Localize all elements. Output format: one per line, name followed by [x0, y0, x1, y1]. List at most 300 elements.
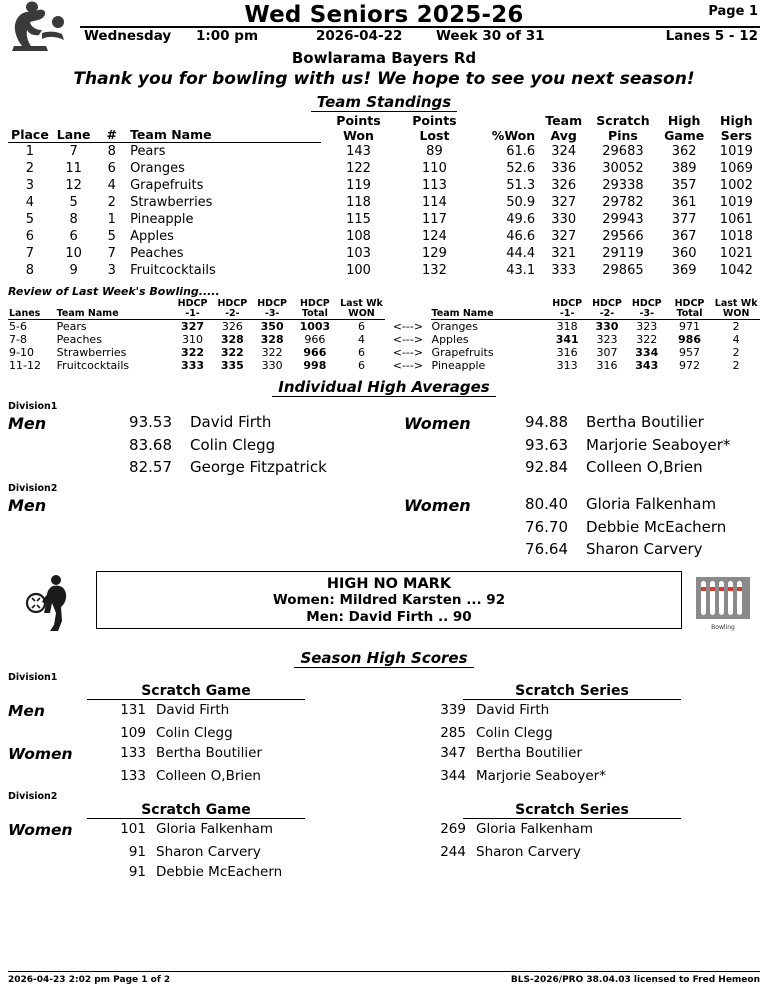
review-team-name: Fruitcocktails — [56, 359, 130, 373]
review-col-hdcp1-b2: -1- — [547, 309, 587, 319]
standings-pct-won: 43.1 — [506, 263, 536, 279]
bowler-name: David Firth — [156, 701, 230, 718]
standings-high-game: 357 — [671, 178, 697, 194]
table-row — [8, 211, 760, 228]
scratch-series-score: 285 — [440, 724, 466, 741]
season-high-row — [8, 819, 760, 842]
season-high-row — [8, 700, 760, 723]
standings-team-avg: 330 — [551, 212, 577, 228]
standings-place: 3 — [25, 178, 35, 194]
standings-high-game: 362 — [671, 144, 697, 159]
standings-team-avg: 324 — [551, 144, 577, 159]
standings-scratch-pins: 30052 — [602, 161, 644, 177]
standings-points-lost: 132 — [422, 263, 447, 279]
review-last-week-won: 6 — [357, 359, 365, 373]
standings-high-sers: 1019 — [719, 144, 753, 159]
review-col-lastwk-a2: WON — [338, 309, 386, 319]
review-hdcp-1: 322 — [181, 346, 205, 360]
review-col-team-a: Team Name — [56, 309, 173, 319]
bowler-name: Gloria Falkenham — [476, 820, 594, 837]
standings-points-lost: 117 — [422, 212, 447, 228]
standings-lane: 12 — [65, 178, 82, 194]
standings-points-won: 103 — [346, 246, 371, 262]
gender-label: Women — [8, 745, 73, 764]
lanes-label: Lanes 5 - 12 — [665, 28, 758, 44]
standings-pct-won: 61.6 — [506, 144, 536, 159]
high-no-mark-women: Women: Mildred Karsten ... 92 — [272, 591, 506, 608]
review-col-lastwk-a: Last Wk — [340, 298, 383, 310]
review-col-hdcp2-a: HDCP — [217, 298, 248, 310]
col-points-lost-1: Points — [412, 113, 457, 128]
review-heading: Review of Last Week's Bowling..... — [8, 285, 220, 299]
men-label: Men — [8, 495, 47, 515]
standings-place: 7 — [25, 246, 35, 262]
review-opp-hdcp-1: 318 — [556, 320, 578, 334]
men-label: Men — [8, 414, 47, 434]
standings-high-sers: 1061 — [719, 212, 753, 228]
standings-high-sers: 1018 — [719, 229, 753, 245]
standings-high-game: 369 — [671, 263, 697, 279]
standings-lane: 7 — [69, 144, 78, 160]
standings-high-game: 367 — [671, 229, 697, 245]
standings-pct-won: 51.3 — [506, 178, 536, 194]
season-division1-label: Division1 — [8, 671, 58, 683]
review-last-week-won: 6 — [357, 320, 365, 334]
review-hdcp-total: 998 — [303, 359, 327, 373]
women-label: Women — [404, 495, 471, 515]
review-opp-hdcp-2: 316 — [596, 359, 618, 373]
standings-high-sers: 1042 — [719, 263, 753, 279]
review-opp-hdcp-total: 986 — [678, 333, 701, 347]
averages-division2-block — [8, 494, 760, 561]
standings-team-avg: 336 — [551, 161, 577, 177]
standings-team-avg: 333 — [551, 263, 577, 279]
bowler-name: Colin Clegg — [476, 724, 553, 741]
review-hdcp-3: 328 — [260, 333, 284, 347]
standings-points-lost: 113 — [422, 178, 447, 194]
standings-body — [8, 143, 760, 280]
col-team-avg-2: Avg — [550, 127, 577, 143]
review-opp-last-week-won: 2 — [732, 346, 740, 360]
col-high-game-2: Game — [664, 127, 705, 143]
team-standings-table — [8, 114, 760, 279]
table-row — [8, 177, 760, 194]
review-hdcp-2: 328 — [220, 333, 244, 347]
div1-scratch-series-label: Scratch Series — [463, 683, 681, 700]
table-row — [8, 228, 760, 245]
men-label — [8, 435, 94, 457]
high-averages-title — [8, 378, 760, 397]
scratch-game-score: 133 — [120, 768, 146, 785]
average-row — [8, 539, 760, 561]
gender-label — [8, 842, 94, 862]
season-division2-label: Division2 — [8, 790, 58, 802]
season-high-row — [8, 862, 760, 882]
average-row — [8, 494, 760, 517]
review-last-week-won: 6 — [357, 346, 365, 360]
footer-right: BLS-2026/PRO 38.04.03 licensed to Fred Hemeon — [510, 975, 760, 985]
standings-pct-won: 49.6 — [506, 212, 536, 228]
bowler-name: Bertha Boutilier — [586, 413, 704, 432]
standings-scratch-pins: 29566 — [602, 229, 644, 245]
average-score: 93.53 — [129, 413, 172, 432]
bowler-name: Gloria Falkenham — [586, 494, 717, 513]
season-high-row — [8, 842, 760, 862]
review-col-hdcp3-b: HDCP — [631, 298, 662, 310]
review-col-hdcp2-b2: -2- — [587, 309, 627, 319]
spacer — [384, 700, 414, 723]
review-col-hdcp1-a2: -1- — [173, 309, 213, 319]
report-footer — [8, 971, 760, 985]
season-high-row — [8, 766, 760, 786]
review-lanes: 5-6 — [9, 320, 27, 334]
col-points-won-1: Points — [336, 113, 381, 128]
review-opponent-name: Oranges — [431, 320, 478, 334]
review-hdcp-2: 335 — [220, 359, 244, 373]
average-row — [8, 435, 760, 457]
week-label: Week 30 of 31 — [436, 28, 545, 44]
standings-team-number: 4 — [107, 178, 116, 194]
standings-scratch-pins: 29683 — [602, 144, 644, 159]
men-label — [8, 457, 94, 479]
review-opp-last-week-won: 2 — [732, 320, 740, 334]
table-row — [8, 359, 760, 372]
standings-team-name: Strawberries — [130, 195, 213, 211]
standings-team-avg: 327 — [551, 229, 577, 245]
standings-team-number: 2 — [107, 195, 116, 211]
gender-label: Men — [8, 701, 45, 720]
bowler-name: Bertha Boutilier — [156, 745, 263, 762]
standings-lane: 6 — [69, 229, 78, 245]
women-label — [404, 539, 490, 561]
average-score: 76.64 — [525, 539, 568, 558]
high-averages-title-text: Individual High Averages — [272, 378, 495, 397]
review-opp-hdcp-total: 971 — [679, 320, 700, 334]
standings-place: 8 — [25, 263, 35, 279]
standings-pct-won: 50.9 — [506, 195, 536, 211]
bowler-name: Colin Clegg — [190, 436, 276, 455]
review-opp-hdcp-1: 341 — [555, 333, 579, 347]
season-high-title — [8, 649, 760, 668]
bowler-name: Marjorie Seaboyer* — [476, 768, 606, 785]
standings-scratch-pins: 29865 — [602, 263, 644, 279]
scratch-series-score: 244 — [440, 843, 466, 860]
women-label — [404, 457, 490, 479]
standings-team-number: 5 — [107, 229, 116, 245]
div1-scratch-game-label: Scratch Game — [87, 683, 305, 700]
standings-team-number: 1 — [107, 212, 116, 228]
review-hdcp-total: 966 — [303, 346, 327, 360]
review-opp-last-week-won: 2 — [732, 359, 740, 373]
scratch-series-score — [414, 862, 476, 882]
standings-points-lost: 124 — [422, 229, 447, 245]
review-col-lastwk-b2: WON — [712, 309, 760, 319]
bowler-name: Marjorie Seaboyer* — [586, 436, 731, 455]
review-lanes: 9-10 — [9, 346, 34, 360]
standings-pct-won: 52.6 — [506, 161, 536, 177]
review-opp-hdcp-3: 334 — [635, 346, 659, 360]
standings-header-line1 — [8, 114, 760, 128]
scratch-series-score: 339 — [440, 701, 466, 718]
standings-team-name: Grapefruits — [130, 178, 204, 194]
standings-team-number: 6 — [107, 161, 116, 177]
scratch-game-score: 101 — [120, 820, 146, 837]
season-div1-column-titles — [8, 683, 760, 700]
review-opponent-name: Grapefruits — [431, 346, 494, 360]
gender-label — [8, 723, 94, 743]
review-opp-hdcp-total: 957 — [679, 346, 700, 360]
review-hdcp-total: 966 — [304, 333, 326, 347]
review-team-name: Strawberries — [56, 346, 127, 360]
gender-label — [8, 862, 94, 882]
standings-team-number: 3 — [107, 263, 116, 279]
page-number-label: Page 1 — [708, 4, 758, 19]
review-opp-hdcp-1: 316 — [556, 346, 578, 360]
standings-points-won: 108 — [346, 229, 371, 245]
standings-team-name: Peaches — [130, 246, 184, 262]
bowler-name: Sharon Carvery — [586, 539, 703, 558]
gender-label: Women — [8, 820, 73, 839]
col-team-name: Team Name — [128, 128, 320, 143]
bowler-name: Sharon Carvery — [476, 843, 581, 860]
div2-scratch-series-label: Scratch Series — [463, 802, 681, 819]
bowler-name: George Fitzpatrick — [190, 458, 327, 477]
average-row — [8, 517, 760, 539]
league-day: Wednesday — [84, 28, 172, 44]
col-points-lost-2: Lost — [419, 127, 450, 143]
standings-high-game: 360 — [671, 246, 697, 262]
average-score: 83.68 — [129, 436, 172, 455]
standings-high-sers: 1019 — [719, 195, 753, 211]
review-team-name: Pears — [56, 320, 87, 334]
standings-points-won: 119 — [346, 178, 371, 194]
col-scratch-pins-1: Scratch — [596, 113, 650, 128]
review-versus-arrow: <---> — [392, 346, 424, 360]
review-opp-hdcp-3: 323 — [636, 320, 658, 334]
review-col-total-a2: Total — [292, 309, 338, 319]
season-div2-column-titles — [8, 802, 760, 819]
standings-team-name: Pears — [130, 144, 166, 160]
review-opponent-name: Pineapple — [431, 359, 486, 373]
review-versus-arrow: <---> — [392, 359, 424, 373]
bowler-name: Bertha Boutilier — [476, 745, 583, 762]
col-lane: Lane — [52, 128, 96, 143]
review-hdcp-2: 326 — [221, 320, 243, 334]
table-row — [8, 245, 760, 262]
standings-high-game: 361 — [671, 195, 697, 211]
review-hdcp-total: 1003 — [299, 320, 331, 334]
average-score: 76.70 — [525, 518, 568, 537]
table-row — [8, 320, 760, 334]
standings-scratch-pins: 29119 — [602, 246, 644, 262]
spacer — [384, 819, 414, 842]
scratch-series-score: 344 — [440, 768, 466, 785]
review-opp-hdcp-1: 313 — [556, 359, 578, 373]
review-opp-hdcp-3: 322 — [636, 333, 658, 347]
standings-lane: 10 — [65, 246, 82, 262]
review-col-hdcp1-a: HDCP — [177, 298, 208, 310]
review-opp-hdcp-total: 972 — [679, 359, 700, 373]
review-col-total-b: HDCP — [674, 298, 705, 310]
table-row — [8, 262, 760, 279]
review-col-hdcp3-a: HDCP — [257, 298, 288, 310]
average-score: 82.57 — [129, 458, 172, 477]
standings-scratch-pins: 29338 — [602, 178, 644, 194]
thank-you-message: Thank you for bowling with us! We hope to see you next season! — [73, 69, 695, 89]
league-time: 1:00 pm — [196, 28, 259, 44]
standings-high-sers: 1021 — [719, 246, 753, 262]
standings-team-avg: 327 — [551, 195, 577, 211]
standings-lane: 8 — [69, 212, 78, 228]
standings-high-game: 389 — [671, 161, 697, 177]
review-col-lanes: Lanes — [8, 309, 56, 319]
review-col-hdcp3-a2: -3- — [252, 309, 292, 319]
col-scratch-pins-2: Pins — [608, 127, 638, 143]
team-standings-title-text: Team Standings — [311, 93, 457, 112]
standings-points-lost: 89 — [426, 144, 443, 159]
review-col-hdcp1-b: HDCP — [552, 298, 583, 310]
review-last-week-won: 4 — [357, 333, 365, 347]
review-body — [8, 320, 760, 373]
standings-place: 5 — [25, 212, 35, 228]
review-table — [8, 299, 760, 372]
standings-team-number: 8 — [107, 144, 116, 160]
standings-high-game: 377 — [671, 212, 697, 228]
standings-points-won: 143 — [346, 144, 371, 159]
review-versus-arrow: <---> — [392, 319, 424, 333]
spacer — [384, 862, 414, 882]
averages-division1-label: Division1 — [8, 401, 58, 413]
standings-place: 2 — [25, 161, 35, 177]
women-label: Women — [404, 414, 471, 434]
season-high-title-text: Season High Scores — [294, 649, 473, 668]
team-standings-title — [8, 93, 760, 112]
col-high-game-1: High — [667, 113, 701, 128]
average-score: 94.88 — [525, 413, 568, 432]
average-score — [94, 494, 190, 517]
standings-points-lost: 129 — [422, 246, 447, 262]
table-row — [8, 333, 760, 346]
bowler-name: Gloria Falkenham — [156, 820, 274, 837]
scratch-game-score: 91 — [128, 864, 146, 881]
col-high-sers-1: High — [720, 113, 753, 128]
scratch-game-score: 109 — [120, 724, 146, 741]
standings-team-name: Pineapple — [130, 212, 194, 228]
standings-team-number: 7 — [107, 246, 116, 262]
col-points-won-2: Won — [343, 127, 374, 143]
average-score: 92.84 — [525, 458, 568, 477]
women-label — [404, 517, 490, 539]
table-row — [8, 143, 760, 161]
review-col-total-a: HDCP — [299, 298, 330, 310]
standings-lane: 11 — [65, 161, 82, 177]
review-col-team-b: Team Name — [431, 309, 548, 319]
bowler-name: Colin Clegg — [156, 724, 233, 741]
spacer — [384, 842, 414, 862]
centre-name: Bowlarama Bayers Rd — [291, 49, 477, 67]
scratch-game-score: 131 — [120, 701, 146, 718]
standings-team-name: Oranges — [130, 161, 185, 177]
standings-lane: 5 — [69, 195, 78, 211]
col-team-avg-1: Team — [545, 113, 583, 128]
review-versus-arrow: <---> — [392, 333, 424, 347]
review-col-hdcp2-b: HDCP — [592, 298, 622, 310]
review-col-hdcp3-b2: -3- — [627, 309, 667, 319]
review-lanes: 11-12 — [9, 359, 41, 373]
standings-team-name: Fruitcocktails — [130, 263, 216, 279]
review-opp-last-week-won: 4 — [732, 333, 740, 347]
svg-text:Bowling: Bowling — [711, 623, 735, 631]
averages-division1-block — [8, 412, 760, 479]
gender-label — [8, 766, 94, 786]
bowler-name: David Firth — [476, 701, 550, 718]
div2-scratch-game-label: Scratch Game — [87, 802, 305, 819]
average-row — [8, 412, 760, 435]
scratch-series-score: 269 — [440, 820, 466, 837]
table-row — [8, 160, 760, 177]
standings-points-won: 115 — [346, 212, 371, 228]
average-score: 93.63 — [525, 436, 568, 455]
standings-team-name: Apples — [130, 229, 174, 245]
standings-high-sers: 1002 — [719, 178, 753, 194]
col-team-number: # — [95, 128, 128, 143]
standings-points-won: 100 — [346, 263, 371, 279]
report-header — [8, 0, 760, 46]
high-no-mark-men: Men: David Firth .. 90 — [306, 609, 472, 626]
average-score: 80.40 — [525, 494, 568, 513]
col-pct-won: %Won — [491, 127, 536, 143]
review-opp-hdcp-3: 343 — [635, 359, 659, 373]
spacer — [384, 766, 414, 786]
bowler-name: Colleen O,Brien — [586, 458, 703, 477]
col-high-sers-2: Sers — [720, 127, 752, 143]
high-no-mark-title: HIGH NO MARK — [326, 575, 452, 592]
high-no-mark-section — [8, 571, 760, 645]
review-hdcp-1: 310 — [182, 333, 204, 347]
review-opponent-name: Apples — [431, 333, 469, 347]
review-hdcp-3: 322 — [261, 346, 283, 360]
season-high-division2-block — [8, 819, 760, 883]
standings-points-lost: 110 — [422, 161, 447, 177]
averages-division2-label: Division2 — [8, 482, 58, 494]
review-lanes: 7-8 — [9, 333, 27, 347]
review-col-hdcp2-a2: -2- — [212, 309, 252, 319]
review-opp-hdcp-2: 307 — [596, 346, 618, 360]
review-team-name: Peaches — [56, 333, 102, 347]
standings-header-line2 — [8, 128, 760, 143]
high-no-mark-box — [96, 571, 682, 629]
standings-place: 6 — [25, 229, 35, 245]
league-date: 2026-04-22 — [316, 28, 403, 44]
standings-points-won: 118 — [346, 195, 371, 211]
bowler-name: Colleen O,Brien — [156, 768, 261, 785]
standings-points-lost: 114 — [422, 195, 447, 211]
standings-place: 1 — [25, 144, 35, 160]
review-hdcp-1: 333 — [181, 359, 205, 373]
season-high-row — [8, 723, 760, 743]
bowling-pins-icon — [692, 575, 754, 635]
average-row — [8, 457, 760, 479]
table-row — [8, 346, 760, 359]
lady-bowler-icon — [20, 573, 78, 635]
standings-pct-won: 46.6 — [506, 229, 536, 245]
standings-place: 4 — [25, 195, 35, 211]
standings-scratch-pins: 29782 — [602, 195, 644, 211]
review-col-total-b2: Total — [667, 309, 713, 319]
spacer — [384, 743, 414, 766]
spacer — [384, 723, 414, 743]
bowler-name: Debbie McEachern — [586, 518, 727, 537]
